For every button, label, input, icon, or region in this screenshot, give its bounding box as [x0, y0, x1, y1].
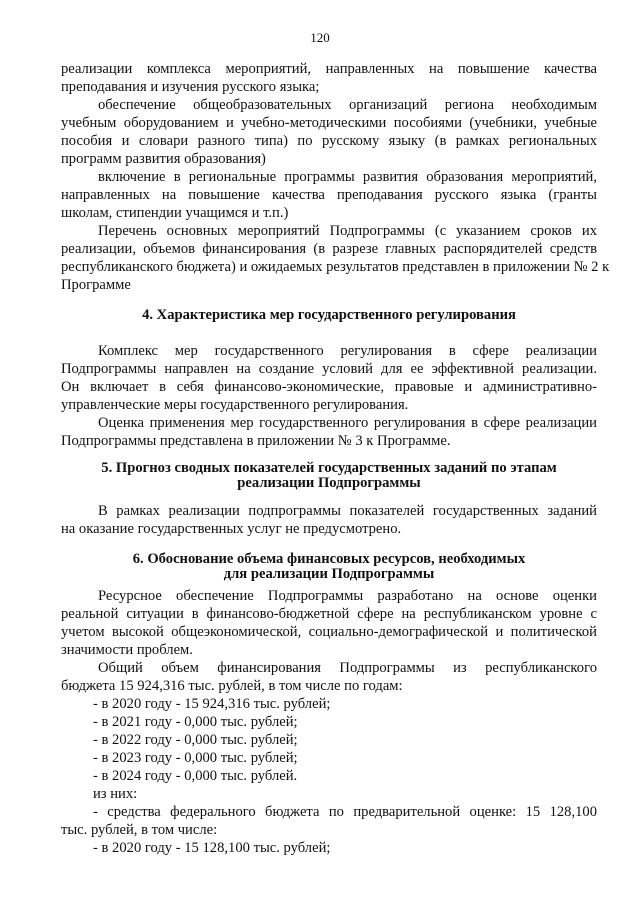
text-line: преподавания и изучения русского языка; [61, 79, 320, 95]
text-line: Ресурсное обеспечение Подпрограммы разработано на основе оценки [98, 588, 597, 604]
text-line: республиканского бюджета) и ожидаемых результатов представлен в приложении № 2 к [61, 259, 610, 275]
section-heading: реализации Подпрограммы [237, 475, 421, 491]
text-line: Общий объем финансирования Подпрограммы из республиканского [98, 660, 597, 676]
text-line: Программе [61, 277, 131, 293]
section-heading: 6. Обоснование объема финансовых ресурсов, необходимых [132, 551, 526, 567]
text-line: направленных на повышение качества преподавания русского языка (гранты [61, 187, 597, 203]
list-item: - средства федерального бюджета по предварительной оценке: 15 128,100 [93, 804, 597, 820]
list-item: - в 2020 году - 15 128,100 тыс. рублей; [93, 840, 331, 856]
section-heading: для реализации Подпрограммы [223, 566, 435, 582]
page-number: 120 [310, 30, 330, 45]
text-line: Перечень основных мероприятий Подпрограммы (с указанием сроков их [98, 223, 597, 239]
text-line: реализации, объемов финансирования (в разрезе главных распорядителей средств [61, 241, 597, 257]
text-line: из них: [93, 786, 138, 802]
list-item: - в 2024 году - 0,000 тыс. рублей. [93, 768, 298, 784]
section-heading: 4. Характеристика мер государственного регулирования [142, 307, 516, 323]
text-line: пособия и словари разного типа) по русскому языку (в рамках региональных [61, 133, 597, 149]
text-line: бюджета 15 924,316 тыс. рублей, в том числе по годам: [61, 678, 403, 694]
text-line: Подпрограммы направлен на создание условий для ее эффективной реализации. [61, 361, 597, 377]
text-line: учетом высокой общеэкономической, социально-демографической и политической [61, 624, 597, 640]
text-line: на оказание государственных услуг не предусмотрено. [61, 521, 402, 537]
text-line: включение в региональные программы развития образования мероприятий, [98, 169, 597, 185]
text-line: тыс. рублей, в том числе: [61, 822, 218, 838]
text-line: Оценка применения мер государственного регулирования в сфере реализации [98, 415, 597, 431]
text-line: реализации комплекса мероприятий, направленных на повышение качества [61, 61, 597, 77]
text-line: Подпрограммы представлена в приложении № 3 к Программе. [61, 433, 451, 449]
text-line: обеспечение общеобразовательных организаций региона необходимым [98, 97, 597, 113]
text-line: программ развития образования) [61, 151, 266, 167]
text-line: реальной ситуации в финансово-бюджетной сфере на республиканском уровне с [61, 606, 597, 622]
text-line: В рамках реализации подпрограммы показателей государственных заданий [98, 503, 597, 519]
list-item: - в 2022 году - 0,000 тыс. рублей; [93, 732, 298, 748]
text-line: управленческие меры государственного регулирования. [61, 397, 409, 413]
text-line: значимости проблем. [61, 642, 193, 658]
text-line: школам, стипендии учащимся и т.п.) [61, 205, 289, 221]
text-line: Комплекс мер государственного регулирования в сфере реализации [98, 343, 597, 359]
text-line: учебным оборудованием и учебно-методическими пособиями (учебники, учебные [61, 115, 597, 131]
text-line: Он включает в себя финансово-экономические, правовые и административно- [61, 379, 597, 395]
list-item: - в 2021 году - 0,000 тыс. рублей; [93, 714, 298, 730]
list-item: - в 2020 году - 15 924,316 тыс. рублей; [93, 696, 331, 712]
list-item: - в 2023 году - 0,000 тыс. рублей; [93, 750, 298, 766]
section-heading: 5. Прогноз сводных показателей государственных заданий по этапам [101, 460, 557, 476]
